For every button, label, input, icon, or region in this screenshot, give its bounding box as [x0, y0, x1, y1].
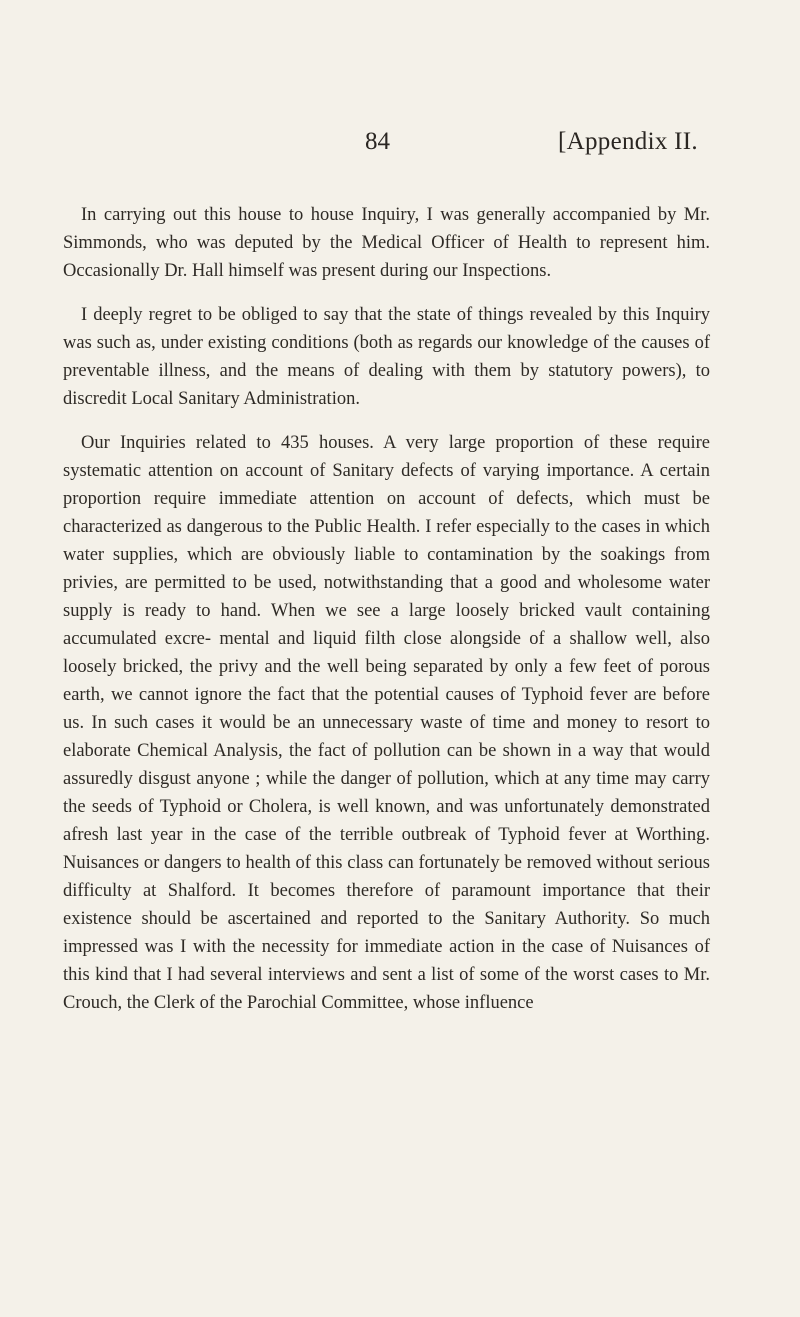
paragraph-2: I deeply regret to be obliged to say that the state of things revealed by this Inquiry was such as, under existing conditions (both as regards our knowledge of the causes of preventable illness, and the means of dealing with them by statutory powers), to discredit Local Sanitary Administration.	[63, 305, 710, 409]
page-header	[0, 128, 800, 164]
paragraph-1: In carrying out this house to house Inquiry, I was generally accompanied by Mr. Simmonds, who was deputed by the Medical Officer of Health to represent him. Occasionally Dr. Hall himself was present during our Inspections.	[63, 205, 710, 281]
page-number: 84	[365, 128, 390, 155]
running-head: [Appendix II.	[558, 128, 698, 155]
body-text	[63, 201, 710, 1017]
paragraph-3: Our Inquiries related to 435 houses. A very large proportion of these require systematic attention on account of Sanitary defects of varying importance. A certain proportion require immediate attention on account of defects, which must be characterized as dangerous to the Public Health. I refer especially to the cases in which water supplies, which are obviously liable to contamination by the soakings from privies, are permitted to be used, notwithstanding that a good and wholesome water supply is ready to hand. When we see a large loosely bricked vault containing accumulated excre- mental and liquid filth close alongside of a shallow well, also loosely bricked, the privy and the well being separated by only a few feet of porous earth, we cannot ignore the fact that the potential causes of Typhoid fever are before us. In such cases it would be an unnecessary waste of time and money to resort to elaborate Chemical Analysis, the fact of pollution can be shown in a way that would assuredly disgust anyone ; while the danger of pollution, which at any time may carry the seeds of Typhoid or Cholera, is well known, and was unfortunately demonstrated afresh last year in the case of the terrible outbreak of Typhoid fever at Worthing. Nuisances or dangers to health of this class can fortunately be removed without serious difficulty at Shalford. It becomes therefore of paramount importance that their existence should be ascertained and reported to the Sanitary Authority. So much impressed was I with the necessity for immediate action in the case of Nuisances of this kind that I had several interviews and sent a list of some of the worst cases to Mr. Crouch, the Clerk of the Parochial Committee, whose influence	[63, 433, 710, 1013]
